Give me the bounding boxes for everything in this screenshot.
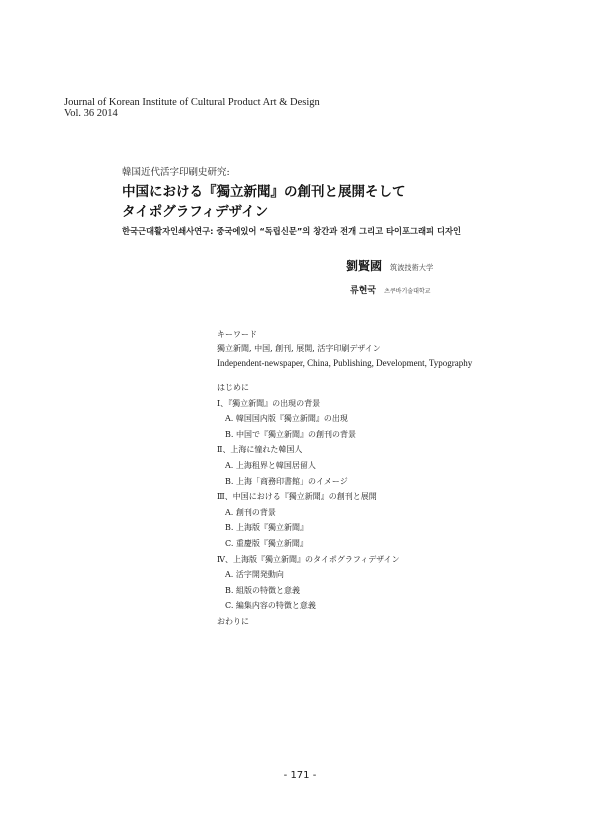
author-1 <box>346 255 433 274</box>
author-1-affiliation: 筑波技術大学 <box>390 263 434 272</box>
toc-item: B. 組版の特徴と意義 <box>225 585 300 595</box>
toc-item: A. 活字開発動向 <box>225 570 284 580</box>
toc-item: A. 上海租界と韓国居留人 <box>225 460 316 470</box>
toc-item: A. 創刊の背景 <box>225 507 276 517</box>
table-of-contents <box>217 380 400 630</box>
toc-item: Ⅳ、上海版『獨立新聞』のタイポグラフィデザイン <box>217 554 400 564</box>
author-2-affiliation: 츠쿠바기술대학교 <box>384 288 431 295</box>
keywords-heading: キーワード <box>217 330 257 339</box>
article-title-line1: 中国における『獨立新聞』の創刊と展開そして <box>122 184 406 200</box>
toc-item: はじめに <box>217 383 249 392</box>
toc-item: Ⅱ、上海に憧れた韓国人 <box>217 445 303 455</box>
toc-item: Ⅲ、中国における『獨立新聞』の創刊と展開 <box>217 492 377 502</box>
title-block <box>122 164 461 237</box>
article-title-line2: タイポグラフィデザイン <box>122 204 269 220</box>
keywords-japanese: 獨立新聞, 中国, 創刊, 展開, 活字印刷デザイン <box>217 344 381 353</box>
toc-item: B. 上海「商務印書館」のイメージ <box>225 476 348 486</box>
korean-title: 한국근대활자인쇄사연구: 중국에있어 “독립신문”의 창간과 전개 그리고 타이포그래피 디자인 <box>122 226 462 236</box>
journal-name: Journal of Korean Institute of Cultural Product Art & Design <box>64 97 320 108</box>
page-number: - 171 - <box>283 770 317 781</box>
author-2 <box>350 278 430 297</box>
toc-item: C. 重慶版『獨立新聞』 <box>225 538 308 548</box>
journal-header <box>64 97 320 119</box>
keywords-section <box>217 328 472 370</box>
toc-item: Ⅰ、『獨立新聞』の出現の背景 <box>217 398 321 408</box>
journal-volume: Vol. 36 2014 <box>64 108 118 119</box>
toc-item: おわりに <box>217 616 249 626</box>
author-1-name: 劉賢國 <box>346 259 383 273</box>
author-2-name: 류현국 <box>350 286 377 296</box>
toc-item: B. 中国で『獨立新聞』の創刊の背景 <box>225 429 356 439</box>
toc-item: A. 韓国国内版『獨立新聞』の出現 <box>225 414 348 424</box>
toc-item: C. 編集内容の特徴と意義 <box>225 601 316 611</box>
keywords-english: Independent-newspaper, China, Publishing, Development, Typography <box>217 358 473 368</box>
series-label: 韓国近代活字印刷史研究: <box>122 167 230 178</box>
toc-item: B. 上海版『獨立新聞』 <box>225 523 308 533</box>
